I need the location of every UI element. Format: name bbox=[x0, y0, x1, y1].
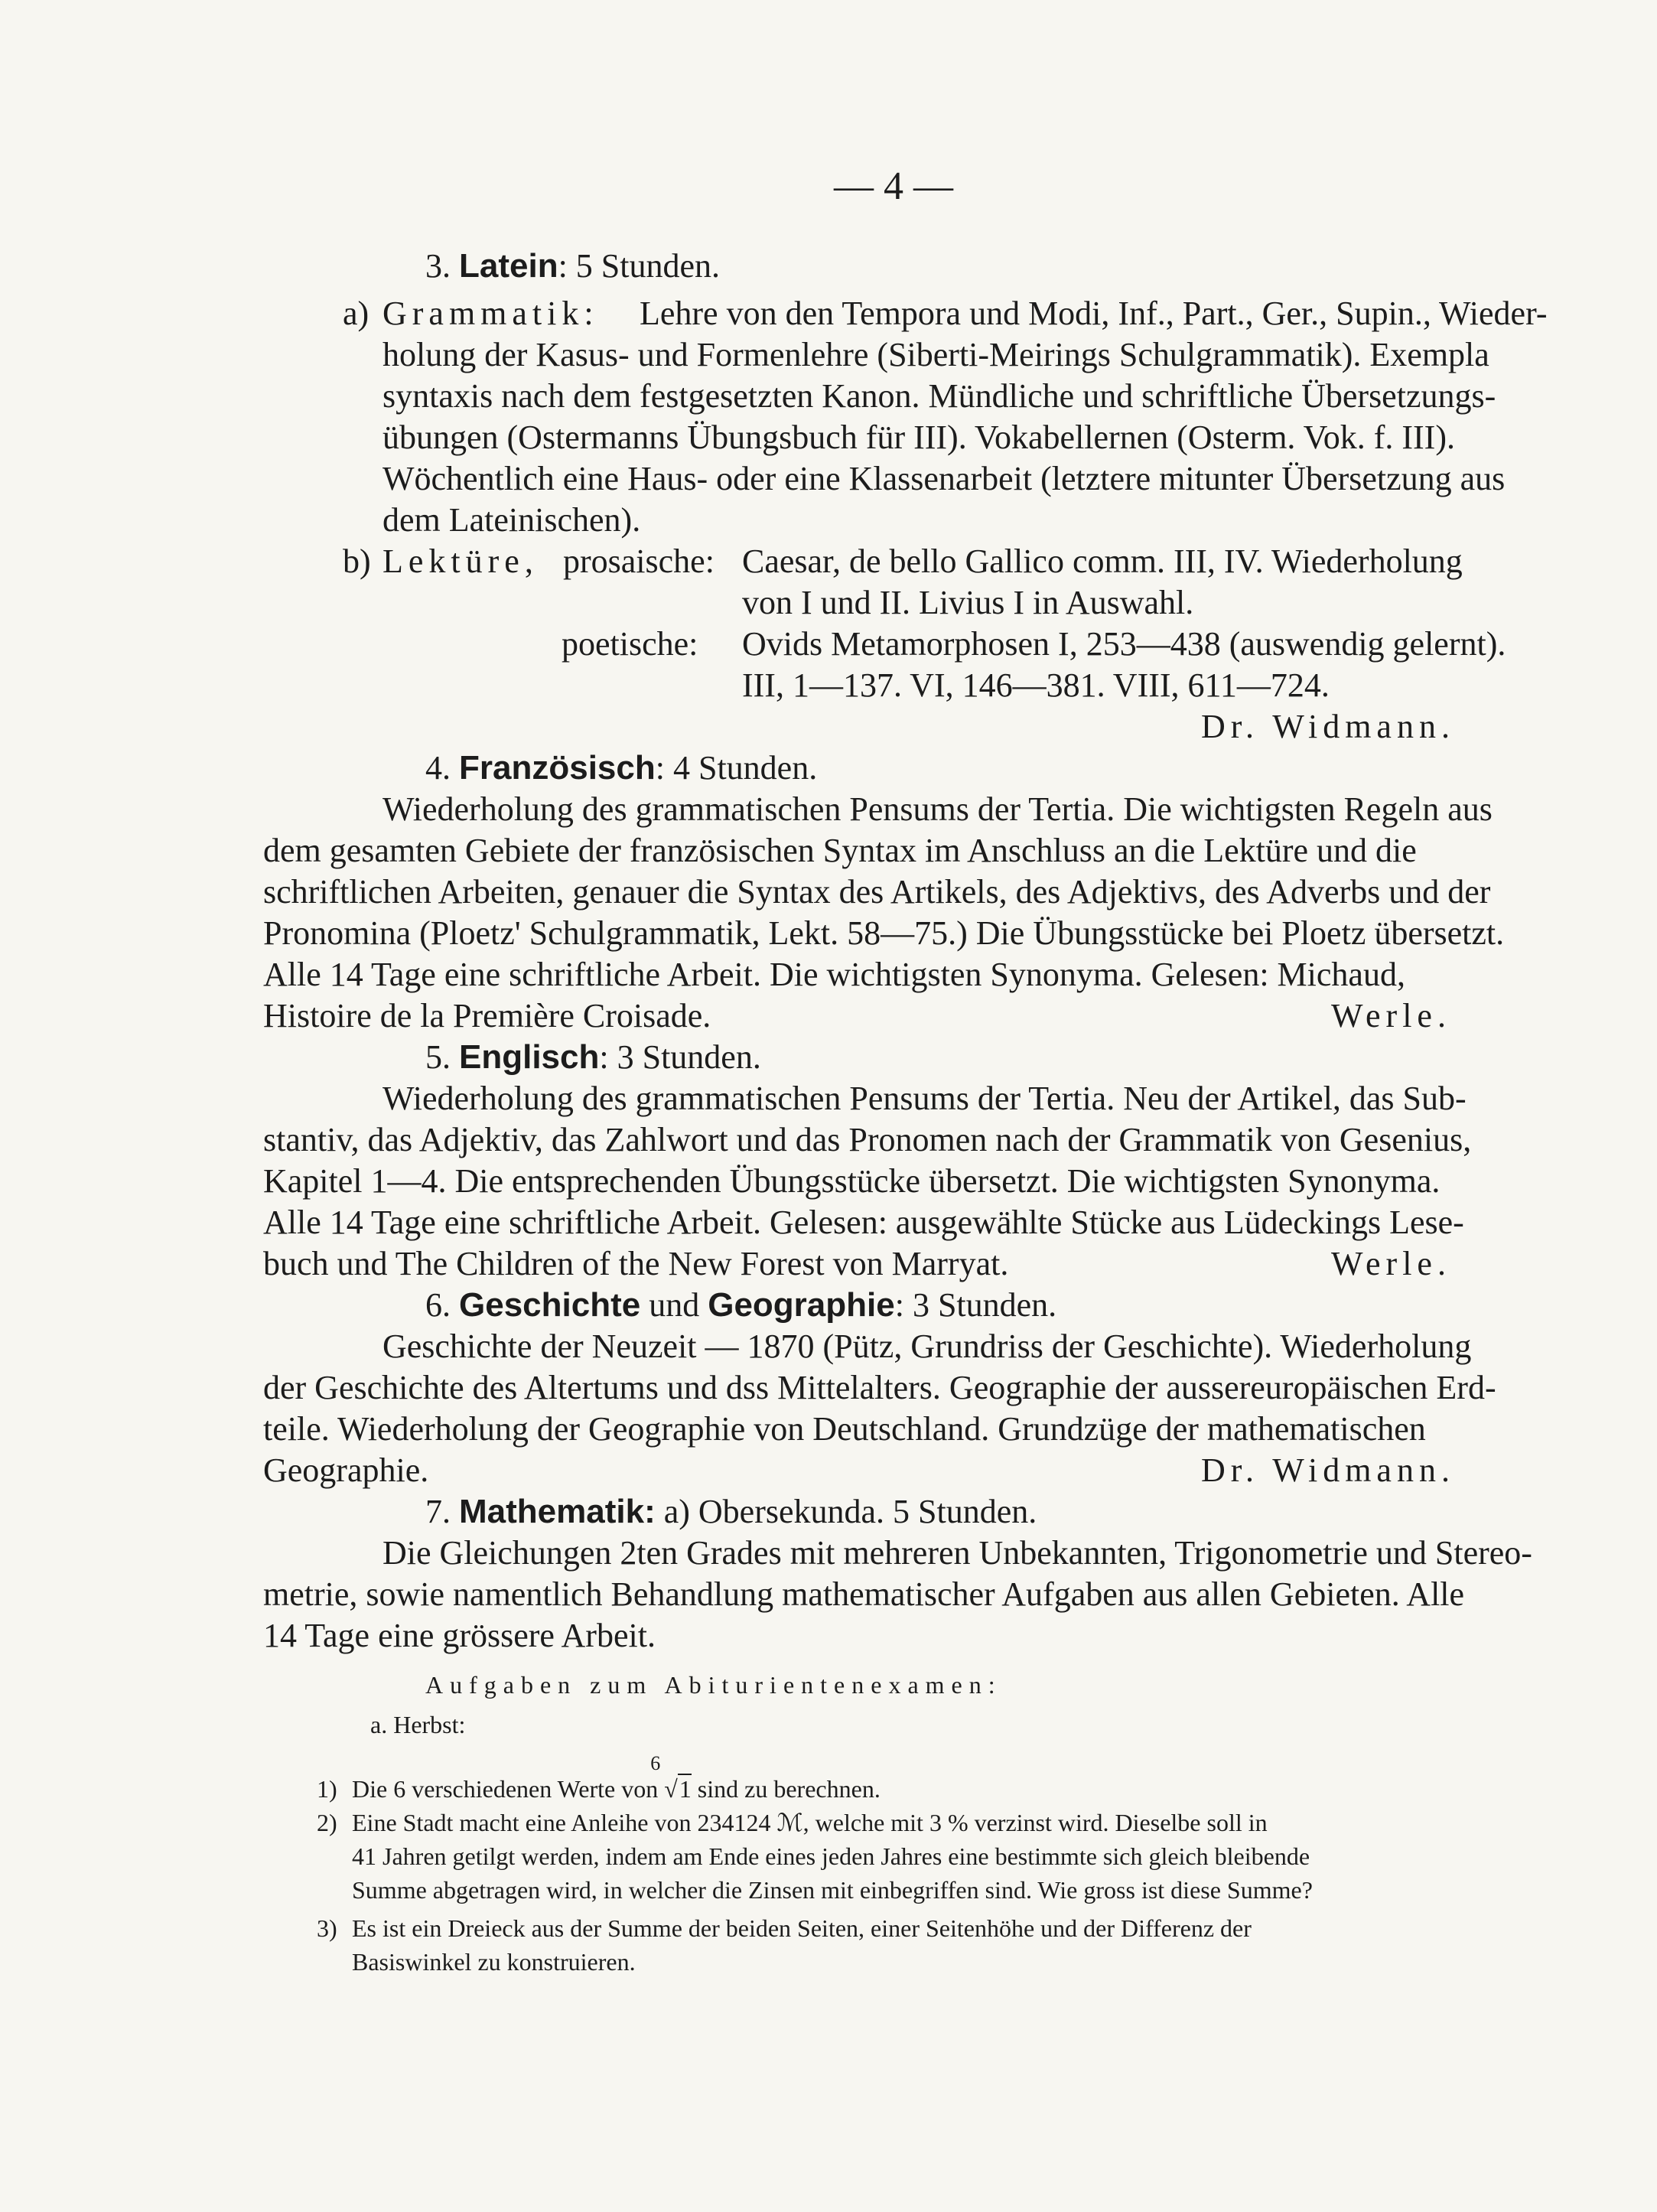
text-line: syntaxis nach dem festgesetzten Kanon. Mündliche und schriftliche Übersetzungs- bbox=[383, 377, 1496, 415]
text-line: Lehre von den Tempora und Modi, Inf., Part., Ger., Supin., Wieder- bbox=[640, 295, 1548, 332]
latein-prosa-label: prosaische: bbox=[563, 542, 715, 580]
section-latein-heading bbox=[425, 249, 720, 283]
teacher-name: Werle. bbox=[1331, 997, 1451, 1034]
section-geschichte-heading bbox=[425, 1288, 1056, 1322]
text-line: Caesar, de bello Gallico comm. III, IV. Wiederholung bbox=[742, 542, 1463, 580]
text-line: Geschichte der Neuzeit — 1870 (Pütz, Grundriss der Geschichte). Wiederholung bbox=[383, 1328, 1472, 1365]
text-line: Kapitel 1—4. Die entsprechenden Übungsstücke übersetzt. Die wichtigsten Synonyma. bbox=[263, 1162, 1441, 1200]
section-number: 7. bbox=[425, 1493, 451, 1530]
text-line: Die Gleichungen 2ten Grades mit mehreren Unbekannten, Trigonometrie und Stereo- bbox=[383, 1534, 1532, 1572]
latein-b-label: b) bbox=[343, 542, 371, 580]
text-line: dem Lateinischen). bbox=[383, 501, 641, 539]
text-line: buch und The Children of the New Forest von Marryat. bbox=[263, 1245, 1009, 1282]
section-hours: : 3 Stunden. bbox=[599, 1038, 761, 1076]
task-number: 2) bbox=[317, 1809, 337, 1836]
text-line: Eine Stadt macht eine Anleihe von 234124 ℳ, welche mit 3 % verzinst wird. Dieselbe soll in bbox=[352, 1809, 1268, 1836]
text-line: Geographie. bbox=[263, 1451, 429, 1489]
text-line: III, 1—137. VI, 146—381. VIII, 611—724. bbox=[742, 666, 1330, 704]
task-number: 1) bbox=[317, 1775, 337, 1803]
text-line: Wöchentlich eine Haus- oder eine Klassenarbeit (letztere mitunter Übersetzung aus bbox=[383, 460, 1506, 497]
page-number: — 4 — bbox=[834, 165, 953, 208]
section-title: Geschichte bbox=[459, 1286, 641, 1324]
section-hours: : 5 Stunden. bbox=[558, 247, 721, 285]
section-number: 5. bbox=[425, 1038, 451, 1076]
root-index: 6 bbox=[650, 1752, 661, 1774]
section-title: Englisch bbox=[459, 1038, 600, 1076]
task-1-text: Die 6 verschiedenen Werte von bbox=[352, 1775, 659, 1803]
section-und: und bbox=[649, 1286, 700, 1324]
teacher-name: Dr. Widmann. bbox=[1201, 708, 1455, 745]
section-number: 3. bbox=[425, 247, 451, 285]
latein-b-key: Lektüre, bbox=[383, 542, 539, 580]
task-1-text-end: sind zu berechnen. bbox=[697, 1775, 881, 1803]
aufgaben-title: Aufgaben zum Abiturientenexamen: bbox=[425, 1671, 1002, 1699]
section-title: Latein bbox=[459, 247, 558, 285]
radicand: 1 bbox=[679, 1775, 692, 1803]
section-title: Mathematik: bbox=[459, 1493, 656, 1530]
section-number: 6. bbox=[425, 1286, 451, 1324]
herbst-label: a. Herbst: bbox=[370, 1711, 466, 1738]
text-line: der Geschichte des Altertums und dss Mittelalters. Geographie der aussereuropäischen Erd- bbox=[263, 1369, 1496, 1406]
section-hours: : 4 Stunden. bbox=[655, 749, 818, 787]
text-line: dem gesamten Gebiete der französischen Syntax im Anschluss an die Lektüre und die bbox=[263, 832, 1417, 869]
text-line: Alle 14 Tage eine schriftliche Arbeit. Die wichtigsten Synonyma. Gelesen: Michaud, bbox=[263, 956, 1405, 993]
text-line: stantiv, das Adjektiv, das Zahlwort und das Pronomen nach der Grammatik von Gesenius, bbox=[263, 1121, 1472, 1158]
section-englisch-heading bbox=[425, 1038, 761, 1076]
latein-poet-label: poetische: bbox=[562, 625, 698, 663]
teacher-name: Werle. bbox=[1331, 1245, 1451, 1282]
text-line: 14 Tage eine grössere Arbeit. bbox=[263, 1617, 656, 1654]
text-line: Summe abgetragen wird, in welcher die Zinsen mit einbegriffen sind. Wie gross ist diese Summe? bbox=[352, 1876, 1313, 1904]
text-line: Alle 14 Tage eine schriftliche Arbeit. Gelesen: ausgewählte Stücke aus Lüdeckings Lese- bbox=[263, 1204, 1464, 1241]
text-line: Pronomina (Ploetz' Schulgrammatik, Lekt. 58—75.) Die Übungsstücke bei Ploetz übersetzt. bbox=[263, 914, 1505, 952]
sqrt-expression: 6 √1 bbox=[650, 1752, 692, 1803]
text-line: Basiswinkel zu konstruieren. bbox=[352, 1948, 636, 1976]
task-1 bbox=[352, 1752, 881, 1803]
text-line: von I und II. Livius I in Auswahl. bbox=[742, 584, 1194, 621]
text-line: Wiederholung des grammatischen Pensums der Tertia. Die wichtigsten Regeln aus bbox=[383, 790, 1493, 828]
task-number: 3) bbox=[317, 1914, 337, 1942]
text-line: Histoire de la Première Croisade. bbox=[263, 997, 711, 1034]
text-line: Ovids Metamorphosen I, 253—438 (auswendig gelernt). bbox=[742, 625, 1506, 663]
text-line: metrie, sowie namentlich Behandlung mathematischer Aufgaben aus allen Gebieten. Alle bbox=[263, 1575, 1465, 1613]
section-hours: : 3 Stunden. bbox=[894, 1286, 1057, 1324]
text-line: Wiederholung des grammatischen Pensums der Tertia. Neu der Artikel, das Sub- bbox=[383, 1080, 1467, 1117]
text-line: holung der Kasus- und Formenlehre (Siberti-Meirings Schulgrammatik). Exempla bbox=[383, 336, 1489, 373]
text-line: 41 Jahren getilgt werden, indem am Ende eines jeden Jahres eine bestimmte sich gleich bleibende bbox=[352, 1842, 1310, 1870]
section-hours: a) Obersekunda. 5 Stunden. bbox=[663, 1493, 1037, 1530]
text-line: schriftlichen Arbeiten, genauer die Syntax des Artikels, des Adjektivs, des Adverbs und der bbox=[263, 873, 1491, 911]
text-line: Es ist ein Dreieck aus der Summe der beiden Seiten, einer Seitenhöhe und der Differenz der bbox=[352, 1914, 1252, 1942]
text-line: übungen (Ostermanns Übungsbuch für III). Vokabellernen (Osterm. Vok. f. III). bbox=[383, 419, 1455, 456]
text-line: teile. Wiederholung der Geographie von Deutschland. Grundzüge der mathematischen bbox=[263, 1410, 1426, 1448]
latein-a-key: Grammatik: bbox=[383, 295, 599, 332]
teacher-name: Dr. Widmann. bbox=[1201, 1451, 1455, 1489]
section-title-2: Geographie bbox=[708, 1286, 895, 1324]
latein-a-label: a) bbox=[343, 295, 369, 332]
section-mathe-heading bbox=[425, 1495, 1037, 1529]
section-franz-heading bbox=[425, 751, 817, 785]
section-title: Französisch bbox=[459, 749, 656, 787]
section-number: 4. bbox=[425, 749, 451, 787]
